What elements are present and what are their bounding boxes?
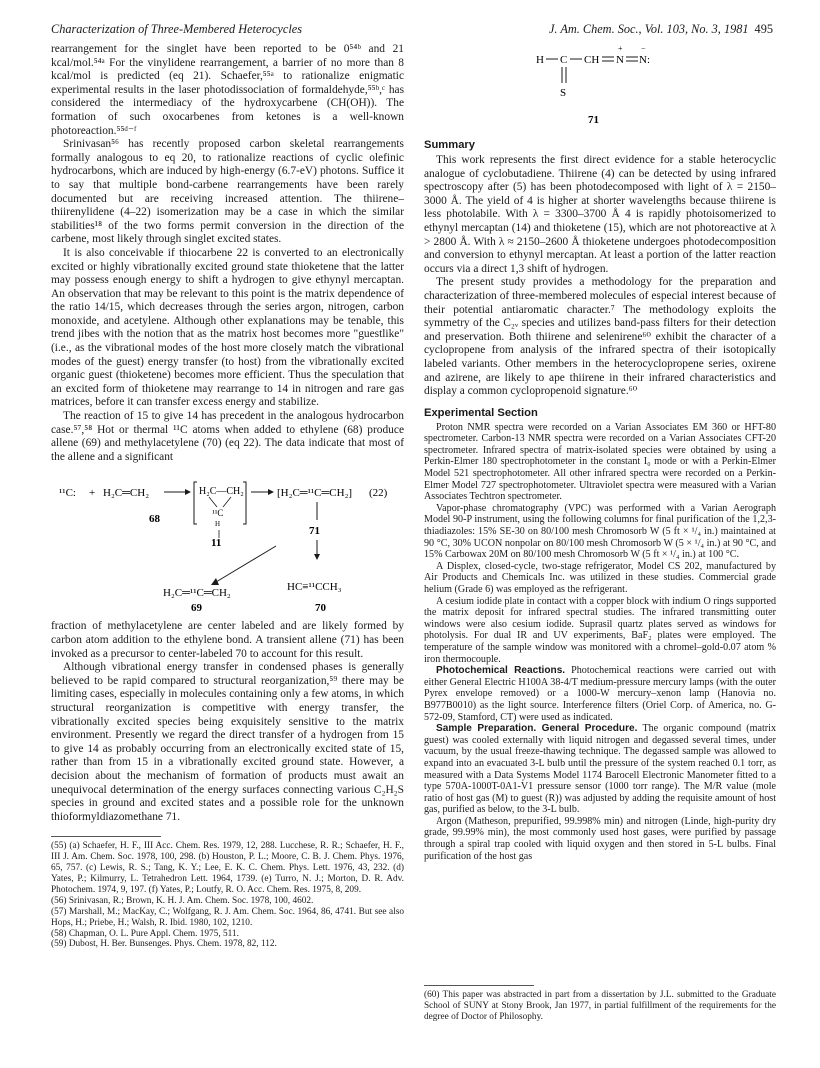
- paragraph: It is also conceivable if thiocarbene 22 is converted to an electronically excited or highly vibrationally excited ground state thioketene that the latter may possess enough energy to shift a hydrogen to give ethynyl mercaptan. An observation that may be relevant to this point is the matrix dependence of the ratio 14/15, which decreases through the series argon, nitrogen, carbon monoxide, and acetylene. Although other explanations may be tenable, this trend jibes with the notion that as the matrix host becomes more "guestlike" (i.e., as the vibrational modes of the host more closely match the vibrational modes of the guest) energy transfer (to host) from the vibrationally excited organic guest (thioketene) becomes more efficient. Thus the speculation that an excited form of thioketene may rearrange to 14 in nitrogen and rare gas matrices, before it can transfer excess energy and stabilize.: [51, 246, 404, 409]
- atom-n2: N:: [639, 54, 650, 66]
- paragraph: [424, 723, 776, 816]
- footnote: (60) This paper was abstracted in part from a dissertation by J.L. submitted to the Graduate School of SUNY at Stony Brook, Jan 1977, in partial fulfillment of the requirements for the degree of Doctor of Philosophy.: [424, 990, 776, 1022]
- atom-s: S: [560, 87, 567, 99]
- compound-label-69: 69: [191, 602, 202, 615]
- bracket-left: [194, 482, 197, 524]
- compound-label-71: 71: [309, 525, 320, 538]
- paragraph: A cesium iodide plate in contact with a copper block with indium O rings supported the matrix deposit for infrared spectral studies. The infrared transmitting outer windows were also cesium iodide. Suprasil quartz plates served as windows for photolysis. For dual IR and UV experiments, BaF₂ plates were employed. The temperature of the sample window was monitored with a chromel–gold-0.07 atom % iron thermocouple.: [424, 595, 776, 665]
- paragraph: Vapor-phase chromatography (VPC) was performed with a Varian Aerograph Model 90-P instrument, using the following columns for final purification of the 1,2,3-thiadiazoles: 15% SE-30 on 80/100 mesh Chromosorb W (5 ft × ¹/₄ in.) maintained at 90 °C, 30% UCON nonpolar on 80/100 mesh Chromosorb W (5 × ¹/₄ in.) at 90 °C, and 15% Carbowax 20M on 80/100 mesh Chromosorb W (5 ft × ¹/₄ in.) at 100 °C.: [424, 502, 776, 561]
- run-in-heading: Sample Preparation. General Procedure.: [436, 723, 638, 735]
- paragraph: fraction of methylacetylene are center labeled and are likely formed by carbon atom addition to the ethylene bond. A transient allene (71) has been invoked as a precursor to center-labeled 70 to account for this result.: [51, 620, 404, 660]
- paragraph: This work represents the first direct evidence for a stable heterocyclic analogue of cyclobutadiene. Thiirene (4) can be detected by using infrared spectroscopy after (5) has been photodecomposed with light of λ = 2150–3000 Å. The yield of 4 is higher at shorter wavelengths because thiirene is less photolabile. With λ = 3300–3700 Å 4 is rapidly photoisomerized to ethynyl mercaptan (14) and thioketene (15), which are not photoreactive at λ > 2800 Å. With λ ≈ 2150–2600 Å thioketene undergoes photodecomposition and conversion to ethynyl mercaptan. At least a portion of the latter reaction occurs via a direct 1,3 shift of hydrogen.: [424, 154, 776, 275]
- arrow-diag: [216, 546, 276, 582]
- atom-n1: N: [616, 54, 624, 66]
- paragraph: Argon (Matheson, prepurified, 99.998% min) and nitrogen (Linde, high-purity dry grade, 99.99% min), the most commonly used host gases, were purified by passage through a spiral trap cooled with liquid oxygen and then stored in 5-L bulbs. Final purification of the host gas: [424, 815, 776, 862]
- structure-71-drawing: [424, 43, 776, 135]
- running-head-title: Characterization of Three-Membered Heterocycles: [51, 22, 302, 36]
- paragraph: The reaction of 15 to give 14 has precedent in the analogous hydrocarbon case.⁵⁷,⁵⁸ Hot or thermal ¹¹C atoms when added to ethylene (68) produce allene (69) and methylacetylene (70) (eq 22). The data indicate that most of the allene and a significant: [51, 410, 404, 463]
- compound-label-11: 11: [211, 537, 222, 550]
- compound-label-71: 71: [588, 114, 599, 126]
- paragraph: The present study provides a methodology for the preparation and characterization of three-membered molecules of especial interest because of their potential antiaromatic character.⁷ The methodology exploits the symmetry of the C₂ᵥ species and utilizes band-pass filters for their detection and preservation. Both thiirene and selenirene⁶⁰ exhibit the character of a cyclopropene from analysis of the infrared spectra of their isotopically labeled variants. Other members in the heterocyclopropene series, oxirene and azirene, are likely to ape thiirene in their infrared characteristics and display a common cyclopropenoid signature.⁶⁰: [424, 276, 776, 398]
- left-column: [51, 43, 404, 950]
- methylacetylene-product: HC≡¹¹CCH₃: [287, 581, 342, 594]
- allene-product: H₂C═¹¹C═CH₂: [163, 587, 231, 600]
- compound-label-68: 68: [149, 513, 160, 526]
- experimental-heading: Experimental Section: [424, 406, 538, 419]
- summary-heading: Summary: [424, 139, 475, 151]
- paragraph: Proton NMR spectra were recorded on a Varian Associates EM 360 or HFT-80 spectrometer. Carbon-13 NMR spectra were recorded on a Varian Associates CFT-20 spectrometer. Infrared spectra of matrix-isolated species were obtained by using a Perkin-Elmer 180 spectrophotometer in the constant I₀ mode or with a Perkin-Elmer Model 521 spectrophotometer. All other infrared spectra were recorded on a Perkin-Elmer Model 727 spectrophotometer. Ultraviolet spectra were measured with a Varian Associates Techtron spectrometer.: [424, 421, 776, 503]
- paragraph: [424, 665, 776, 723]
- plus-sign: +: [89, 487, 96, 500]
- footnote: (58) Chapman, O. L. Pure Appl. Chem. 1975, 511.: [51, 928, 239, 939]
- atom-ch: CH: [584, 54, 600, 66]
- structure-71: [424, 43, 776, 135]
- scheme-drawing: [51, 474, 404, 614]
- arrowhead-2: [268, 489, 274, 495]
- paragraph-body: The organic compound (matrix guest) was cooled externally with liquid nitrogen and degassed several times, under vacuum, by the usual freeze-thawing technique. The degassed sample was allowed to expand into an evacuated 3-L bulb until the pressure of the system reached 0.1 torr, as measured with a Data Systems Model 1174 Barocell Electronic Manometer fitted to a type 570A-1000T-0A1-V1 pressure sensor (1000 torr range). The M/R value (mole ratio of host gas (M) to guest (R)) was adjusted by adding the requisite amount of host gas, purified as below, to the 3-L bulb.: [424, 723, 777, 816]
- right-column: [424, 43, 776, 862]
- compound-label-70: 70: [315, 602, 326, 615]
- footnote-rule: [424, 985, 534, 986]
- equation-number: (22): [369, 487, 388, 500]
- paragraph: Although vibrational energy transfer in condensed phases is generally believed to be rapid compared to structural reorganization,⁵⁹ there may be limiting cases, especially in molecules containing only a few atoms, in which structural reorganization is competitive with energy transfer, the vibrationally excited species being exquisitely sensitive to the matrix environment. Presently we regard the direct transfer of a hydrogen from 15 to give 14 as probably occurring from an electronically excited state of 15, rather than from 15 in a vibrationally excited ground state. However, a decision about the mechanism of formation of products must await an unequivocal determination of the energy surfaces connecting various C₂H₂S species in ground and excited states and a possible role for the unknown thioformyldiazomethane 71.: [51, 661, 404, 823]
- ring-bond: [209, 497, 217, 507]
- ethylene: H₂C═CH₂: [103, 487, 150, 500]
- footnotes-left: [51, 841, 404, 950]
- ring-carbon: ¹¹C: [212, 508, 224, 519]
- paragraph-body: Photochemical reactions were carried out with either General Electric H100A 38-4/T medium-pressure mercury lamps (with the outer Pyrex envelope removed) or a 1000-W mercury–xenon lamp (Hanovia no. B977B0010) as the light source. Interference filters (Oriel Corp. of America, no. G-572-09, Stamford, CT) were used as indicated.: [424, 665, 776, 723]
- running-head: [51, 22, 773, 38]
- paragraph: rearrangement for the singlet have been reported to be 0⁵⁴ᵇ and 21 kcal/mol.⁵⁴ᵃ For the vinylidene rearrangement, a barrier of no more than 8 kcal/mol is predicted (eq 21). Schaefer,⁵⁵ᵃ to rationalize enigmatic experimental results in the laser photodissociation of formaldehyde,⁵⁵ᵇ,ᶜ has considered the intermediacy of the hydroxycarbene (CH(OH)). The formation of such oxocarbenes from ketones is a well-known photoreaction.⁵⁵ᵈ⁻ᶠ: [51, 43, 404, 137]
- atom-h: H: [536, 54, 544, 66]
- arrowhead-1: [185, 489, 191, 495]
- journal-citation: J. Am. Chem. Soc., Vol. 103, No. 3, 1981: [548, 22, 749, 36]
- atom-c: C: [560, 54, 568, 66]
- page-number: 495: [754, 22, 773, 36]
- carbon-atom: ¹¹C:: [59, 487, 76, 500]
- run-in-heading: Photochemical Reactions.: [436, 665, 566, 677]
- footnote: (55) (a) Schaefer, H. F., III Acc. Chem. Res. 1979, 12, 288. Lucchese, R. R.; Schaefer, H. F., III J. Am. Chem. Soc. 1978, 100, 298. (b) Houston, P. L.; Moore, C. B. J. Chem. Phys. 1976, 65, 757. (c) Lewis, R. S.; Tang, K. Y.; Lee, E. K. C. Chem. Phys. Lett. 1976, 43, 232. (d) Yates, P.; Kilmurry, L. Tetrahedron Lett. 1964, 1739. (e) Turro, N. J.; Morton, D. R. Adv. Photochem. 1974, 9, 197. (f) Yates, P.; Loutfy, R. O. Acc. Chem. Res. 1975, 8, 209.: [51, 841, 404, 895]
- footnote: (59) Dubost, H. Ber. Bunsenges. Phys. Chem. 1978, 82, 112.: [51, 939, 277, 950]
- reaction-scheme-eq22: [51, 474, 404, 614]
- running-head-journal: [549, 22, 773, 37]
- paragraph: A Displex, closed-cycle, two-stage refrigerator, Model CS 202, manufactured by Air Products and Chemicals Inc. was utilized in these studies. Commercial grade helium (Grade 6) was employed as the refrigerant.: [424, 560, 776, 595]
- footnote-rule: [51, 836, 161, 837]
- transient-allene: [H₂C═¹¹C═CH₂]: [277, 487, 353, 500]
- ring-hydrogen: H: [215, 520, 221, 529]
- arrowhead-down: [314, 554, 320, 560]
- footnote-right-block: [424, 985, 776, 1023]
- paragraph: Srinivasan⁵⁶ has recently proposed carbon skeletal rearrangements formally analogous to eq 20, to rationalize reactions of cyclic olefinic hydrocarbons, which are induced by high-energy (6.7-eV) photons. Suffice it to say that multiple bond-carbene rearrangements have been rarely documented but are receiving increased attention. The thiirene–thiirenylidene (4–22) isomerization may be a case in which the similar stabilities¹⁸ of the two forms permit conversion in the direction of the carbene, most likely through singlet excited states.: [51, 138, 404, 246]
- footnote: (56) Srinivasan, R.; Brown, K. H. J. Am. Chem. Soc. 1978, 100, 4602.: [51, 895, 314, 906]
- ring-bond: [223, 497, 231, 507]
- charge-minus: −: [641, 44, 646, 53]
- footnote: (57) Marshall, M.; MacKay, C.; Wolfgang, R. J. Am. Chem. Soc. 1964, 86, 4741. But see also Hops, H.; Priebe, H.; Walsh, R. Ibid. 1980, 102, 1210.: [51, 906, 404, 928]
- charge-plus: +: [618, 44, 623, 53]
- ring-top: H₂C—CH₂: [199, 486, 244, 498]
